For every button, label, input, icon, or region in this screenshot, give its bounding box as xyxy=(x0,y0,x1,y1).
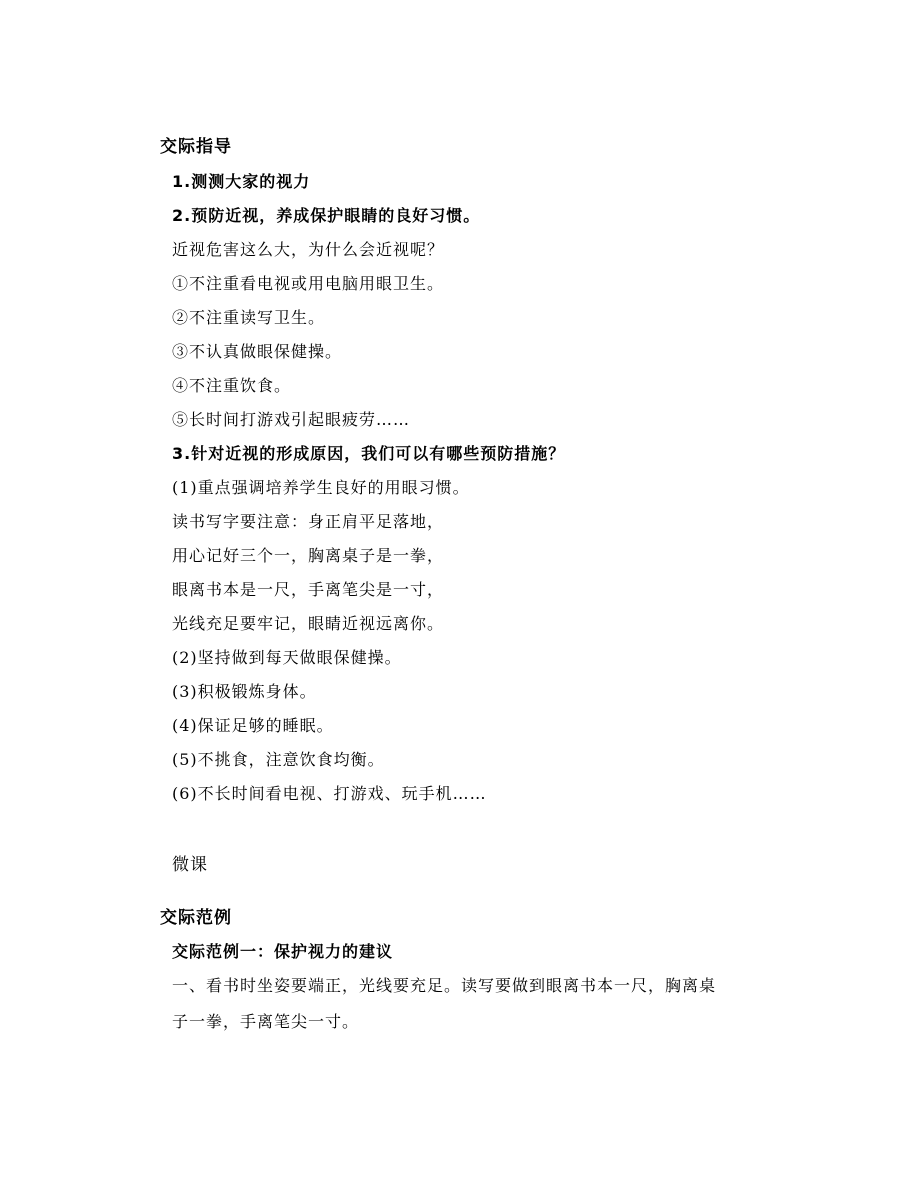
example-title: 交际范例一：保护视力的建议 xyxy=(172,942,394,961)
rhyme-line-4: 光线充足要牢记，眼睛近视远离你。 xyxy=(172,614,445,633)
section-heading-examples: 交际范例 xyxy=(160,908,232,928)
measure-6: (6)不长时间看电视、打游戏、玩手机…… xyxy=(172,784,487,803)
micro-lesson-label: 微课 xyxy=(172,855,208,875)
cause-1: ①不注重看电视或用电脑用眼卫生。 xyxy=(172,274,445,293)
measure-3: (3)积极锻炼身体。 xyxy=(172,682,317,701)
cause-4: ④不注重饮食。 xyxy=(172,376,292,395)
example-paragraph-line-2: 子一拳，手离笔尖一寸。 xyxy=(172,1012,360,1031)
cause-5: ⑤长时间打游戏引起眼疲劳…… xyxy=(172,410,411,429)
measure-1: (1)重点强调培养学生良好的用眼习惯。 xyxy=(172,478,470,497)
section-heading-guidance: 交际指导 xyxy=(160,137,232,157)
rhyme-line-2: 用心记好三个一，胸离桌子是一拳， xyxy=(172,546,445,565)
item-1: 1.测测大家的视力 xyxy=(172,172,311,191)
item-3: 3.针对近视的形成原因，我们可以有哪些预防措施？ xyxy=(172,444,566,463)
example-paragraph-line-1: 一、看书时坐姿要端正，光线要充足。读写要做到眼离书本一尺，胸离桌 xyxy=(172,976,717,995)
measure-5: (5)不挑食，注意饮食均衡。 xyxy=(172,750,385,769)
rhyme-line-1: 读书写字要注意：身正肩平足落地， xyxy=(172,512,445,531)
measure-4: (4)保证足够的睡眠。 xyxy=(172,716,334,735)
measure-2: (2)坚持做到每天做眼保健操。 xyxy=(172,648,402,667)
cause-2: ②不注重读写卫生。 xyxy=(172,308,326,327)
item-2: 2.预防近视，养成保护眼睛的良好习惯。 xyxy=(172,206,481,225)
cause-3: ③不认真做眼保健操。 xyxy=(172,342,343,361)
question-line: 近视危害这么大，为什么会近视呢？ xyxy=(172,240,445,259)
rhyme-line-3: 眼离书本是一尺，手离笔尖是一寸， xyxy=(172,580,445,599)
